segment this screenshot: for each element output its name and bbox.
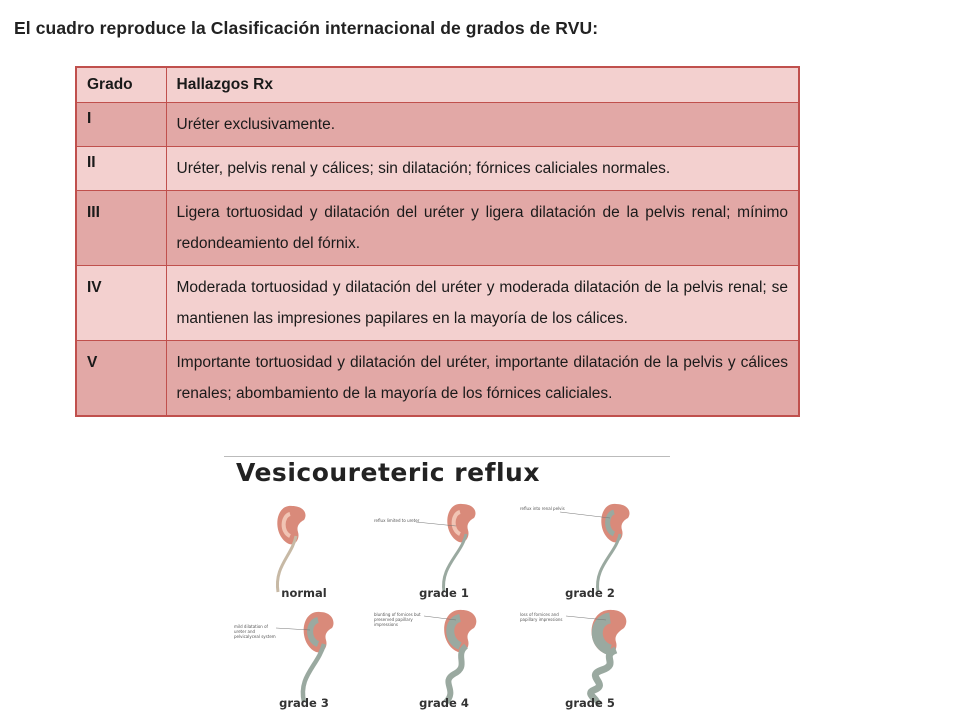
rvu-grades-table xyxy=(75,66,800,417)
panel-label-normal: normal xyxy=(281,586,327,600)
finding-cell: Uréter, pelvis renal y cálices; sin dilatación; fórnices caliciales normales. xyxy=(166,147,799,191)
finding-cell: Importante tortuosidad y dilatación del uréter, importante dilatación de la pelvis y cálices renales; abombamiento de la mayoría de los fórnices caliciales. xyxy=(166,341,799,417)
kidney-normal-icon xyxy=(234,496,374,596)
table-row xyxy=(76,147,799,191)
kidney-grade-3-icon xyxy=(234,606,374,706)
grade-cell: I xyxy=(76,103,166,147)
panel-grade-5 xyxy=(520,606,660,706)
grade-cell: III xyxy=(76,191,166,266)
header-grado: Grado xyxy=(76,67,166,103)
finding-cell: Moderada tortuosidad y dilatación del uréter y moderada dilatación de la pelvis renal; se mantienen las impresiones papilares en la mayoría de los cálices. xyxy=(166,266,799,341)
kidney-grade-2-icon xyxy=(520,496,660,596)
table-row xyxy=(76,266,799,341)
panel-label-grade-5: grade 5 xyxy=(565,696,615,710)
table-row xyxy=(76,191,799,266)
panel-grade-2 xyxy=(520,496,660,596)
figure-top-rule xyxy=(224,456,670,457)
note-grade-4: blunting of fornices but preserved papillary impressions xyxy=(374,612,421,627)
panel-label-grade-1: grade 1 xyxy=(419,586,469,600)
note-grade-5: loss of fornices and papillary impressions xyxy=(520,612,563,622)
table-row xyxy=(76,103,799,147)
panel-normal xyxy=(234,496,374,596)
note-grade-3: mild dilatation of ureter and pelvicalyceal system xyxy=(234,624,276,639)
vur-illustration xyxy=(224,456,670,720)
page-heading: El cuadro reproduce la Clasificación internacional de grados de RVU: xyxy=(14,18,599,38)
kidney-grade-1-icon xyxy=(374,496,514,596)
note-grade-2: reflux into renal pelvis xyxy=(520,506,565,511)
panel-label-grade-3: grade 3 xyxy=(279,696,329,710)
panel-label-grade-2: grade 2 xyxy=(565,586,615,600)
panel-grade-4 xyxy=(374,606,514,706)
header-hallazgos: Hallazgos Rx xyxy=(166,67,799,103)
panel-grade-3 xyxy=(234,606,374,706)
table-row xyxy=(76,341,799,417)
grade-cell: II xyxy=(76,147,166,191)
panel-grade-1 xyxy=(374,496,514,596)
grade-cell: IV xyxy=(76,266,166,341)
finding-cell: Ligera tortuosidad y dilatación del uréter y ligera dilatación de la pelvis renal; mínimo redondeamiento del fórnix. xyxy=(166,191,799,266)
grade-cell: V xyxy=(76,341,166,417)
table-header-row xyxy=(76,67,799,103)
panel-label-grade-4: grade 4 xyxy=(419,696,469,710)
note-grade-1: reflux limited to ureter xyxy=(374,518,420,523)
finding-cell: Uréter exclusivamente. xyxy=(166,103,799,147)
figure-title: Vesicoureteric reflux xyxy=(236,458,540,487)
